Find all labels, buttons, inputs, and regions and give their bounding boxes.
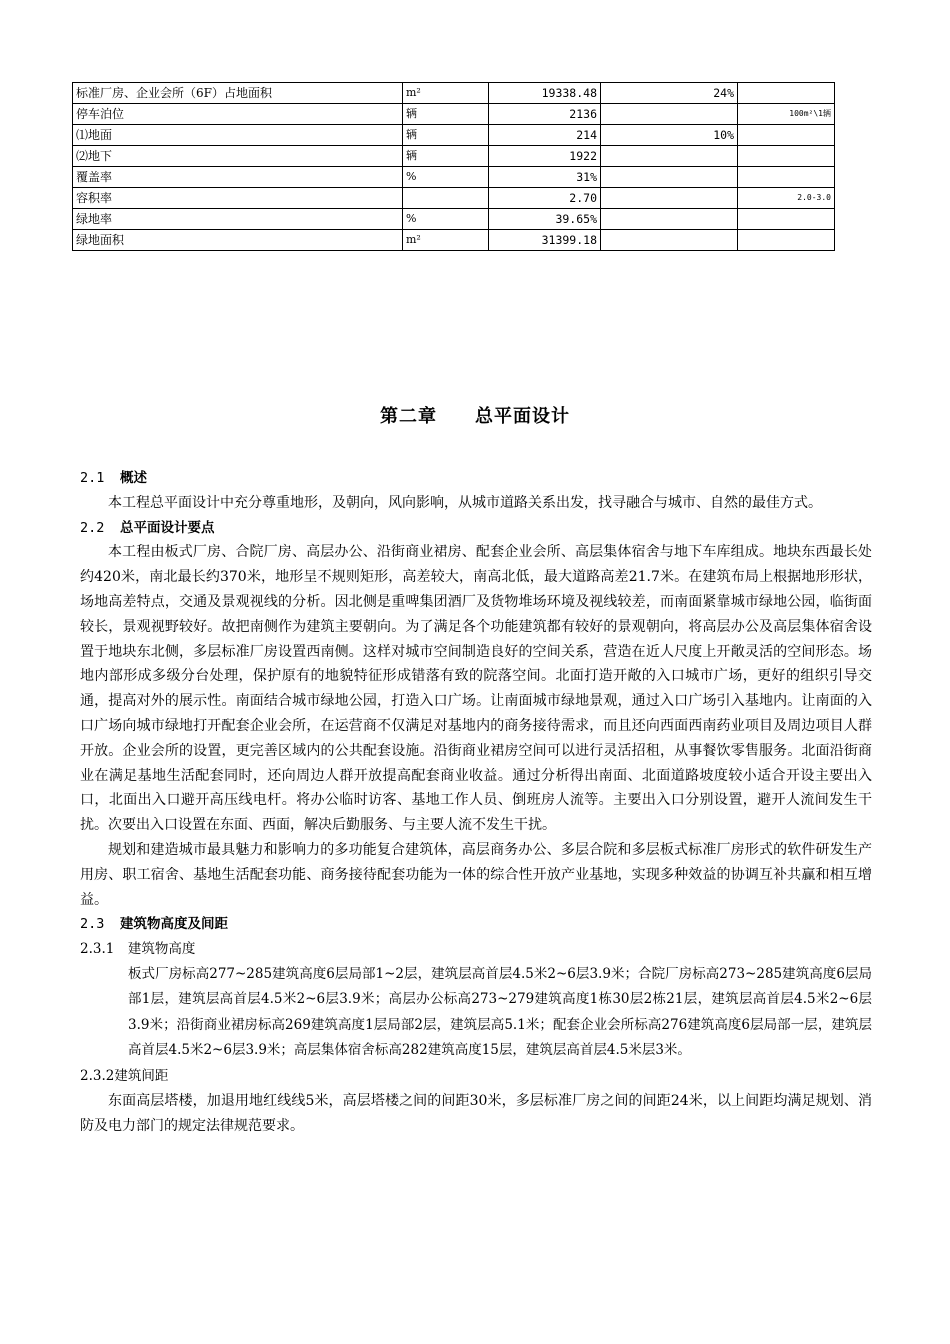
table-row <box>73 83 835 104</box>
cell-note <box>738 146 835 167</box>
cell-value: 39.65% <box>489 209 601 230</box>
cell-unit: 辆 <box>403 104 489 125</box>
cell-value: 31399.18 <box>489 230 601 251</box>
indicator-table <box>72 82 835 251</box>
cell-value: 19338.48 <box>489 83 601 104</box>
table-row <box>73 125 835 146</box>
table-row <box>73 146 835 167</box>
chapter-number: 第二章 <box>380 406 437 427</box>
cell-note <box>738 125 835 146</box>
cell-ratio <box>601 230 738 251</box>
paragraph: 板式厂房标高277~285建筑高度6层局部1~2层，建筑层高首层4.5米2~6层3.9米；合院厂房标高273~285建筑高度6层局部1层，建筑层高首层4.5米2~6层3.9米；高层办公标高273~279建筑高度1栋30层2栋21层，建筑层高首层4.5米2~6层3.9米；沿街商业裙房标高269建筑高度1层局部2层，建筑层高5.1米；配套企业会所标高276建筑高度6层局部一层，建筑层高首层4.5米2~6层3.9米；高层集体宿舍标高282建筑高度15层，建筑层高首层4.5米层3米。 <box>128 965 872 1059</box>
chapter-body <box>80 466 872 1138</box>
chapter-heading <box>0 402 950 428</box>
cell-ratio <box>601 146 738 167</box>
cell-value: 2136 <box>489 104 601 125</box>
cell-unit <box>403 188 489 209</box>
section-heading <box>80 516 872 541</box>
cell-name: 绿地面积 <box>73 230 403 251</box>
table-row <box>73 209 835 230</box>
cell-value: 1922 <box>489 146 601 167</box>
section-number: 2.1 <box>80 470 105 486</box>
cell-note <box>738 167 835 188</box>
cell-name: ⑴地面 <box>73 125 403 146</box>
cell-value: 31% <box>489 167 601 188</box>
cell-unit: % <box>403 167 489 188</box>
cell-note: 100m²\1辆 <box>738 104 835 125</box>
cell-unit: m² <box>403 230 489 251</box>
cell-note <box>738 83 835 104</box>
section-heading <box>80 466 872 491</box>
section-number: 2.3 <box>80 916 105 933</box>
cell-ratio: 10% <box>601 125 738 146</box>
section-title: 建筑物高度及间距 <box>120 916 228 933</box>
cell-name: 停车泊位 <box>73 104 403 125</box>
table-row <box>73 188 835 209</box>
paragraph: 规划和建造城市最具魅力和影响力的多功能复合建筑体，高层商务办公、多层合院和多层板式标准厂房形式的软件研发生产用房、职工宿舍、基地生活配套功能、商务接待配套功能为一体的综合性开放产业基地，实现多种效益的协调互补共赢和相互增益。 <box>80 841 872 908</box>
section-title: 概述 <box>120 470 147 486</box>
cell-ratio: 24% <box>601 83 738 104</box>
cell-ratio <box>601 188 738 209</box>
table-row <box>73 167 835 188</box>
section-title: 总平面设计要点 <box>120 519 215 536</box>
cell-note <box>738 209 835 230</box>
cell-name: 容积率 <box>73 188 403 209</box>
cell-ratio <box>601 167 738 188</box>
cell-name: 覆盖率 <box>73 167 403 188</box>
cell-value: 2.70 <box>489 188 601 209</box>
subsection-heading: 2.3.1 建筑物高度 <box>80 941 196 958</box>
cell-note: 2.0-3.0 <box>738 188 835 209</box>
cell-name: 绿地率 <box>73 209 403 230</box>
cell-value: 214 <box>489 125 601 146</box>
table-row <box>73 104 835 125</box>
cell-ratio <box>601 104 738 125</box>
cell-unit: m² <box>403 83 489 104</box>
cell-unit: 辆 <box>403 125 489 146</box>
cell-note <box>738 230 835 251</box>
subsection-heading: 2.3.2建筑间距 <box>80 1067 169 1084</box>
paragraph: 东面高层塔楼，加退用地红线线5米，高层塔楼之间的间距30米，多层标准厂房之间的间距24米，以上间距均满足规划、消防及电力部门的规定法律规范要求。 <box>80 1092 872 1134</box>
cell-unit: % <box>403 209 489 230</box>
cell-name: 标准厂房、企业会所（6F）占地面积 <box>73 83 403 104</box>
cell-ratio <box>601 209 738 230</box>
cell-name: ⑵地下 <box>73 146 403 167</box>
section-number: 2.2 <box>80 519 105 536</box>
paragraph: 本工程总平面设计中充分尊重地形，及朝向，风向影响，从城市道路关系出发，找寻融合与城市、自然的最佳方式。 <box>108 494 822 511</box>
section-heading <box>80 912 872 937</box>
paragraph: 本工程由板式厂房、合院厂房、高层办公、沿街商业裙房、配套企业会所、高层集体宿舍与地下车库组成。地块东西最长处约420米，南北最长约370米，地形呈不规则矩形，高差较大，南高北低，最大道路高差21.7米。在建筑布局上根据地形形状，场地高差特点，交通及景观视线的分析。因北侧是重啤集团酒厂及货物堆场环境及视线较差，而南面紧靠城市绿地公园，临街面较长，景观视野较好。故把南侧作为建筑主要朝向。为了满足各个功能建筑都有较好的景观朝向，将高层办公及高层集体宿舍设置于地块东北侧，多层标准厂房设置西南侧。这样对城市空间制造良好的空间关系，营造在近人尺度上开敞灵活的空间形态。场地内部形成多级分台处理，保护原有的地貌特征形成错落有致的院落空间。北面打造开敞的入口城市广场，更好的组织引导交通，提高对外的展示性。南面结合城市绿地公园，打造入口广场。让南面城市绿地景观，通过入口广场引入基地内。让南面的入口广场向城市绿地打开配套企业会所，在运营商不仅满足对基地内的商务接待需求，而且还向西面西南药业项目及周边项目人群开放。企业会所的设置，更完善区域内的公共配套设施。沿街商业裙房空间可以进行灵活招租，从事餐饮零售服务。北面沿街商业在满足基地生活配套同时，还向周边人群开放提高配套商业收益。通过分析得出南面、北面道路坡度较小适合开设主要出入口，北面出入口避开高压线电杆。将办公临时访客、基地工作人员、倒班房人流等。主要出入口分别设置，避开人流间发生干扰。次要出入口设置在东面、西面，解决后勤服务、与主要人流不发生干扰。 <box>80 544 872 834</box>
table-row <box>73 230 835 251</box>
cell-unit: 辆 <box>403 146 489 167</box>
chapter-title: 总平面设计 <box>475 406 570 427</box>
